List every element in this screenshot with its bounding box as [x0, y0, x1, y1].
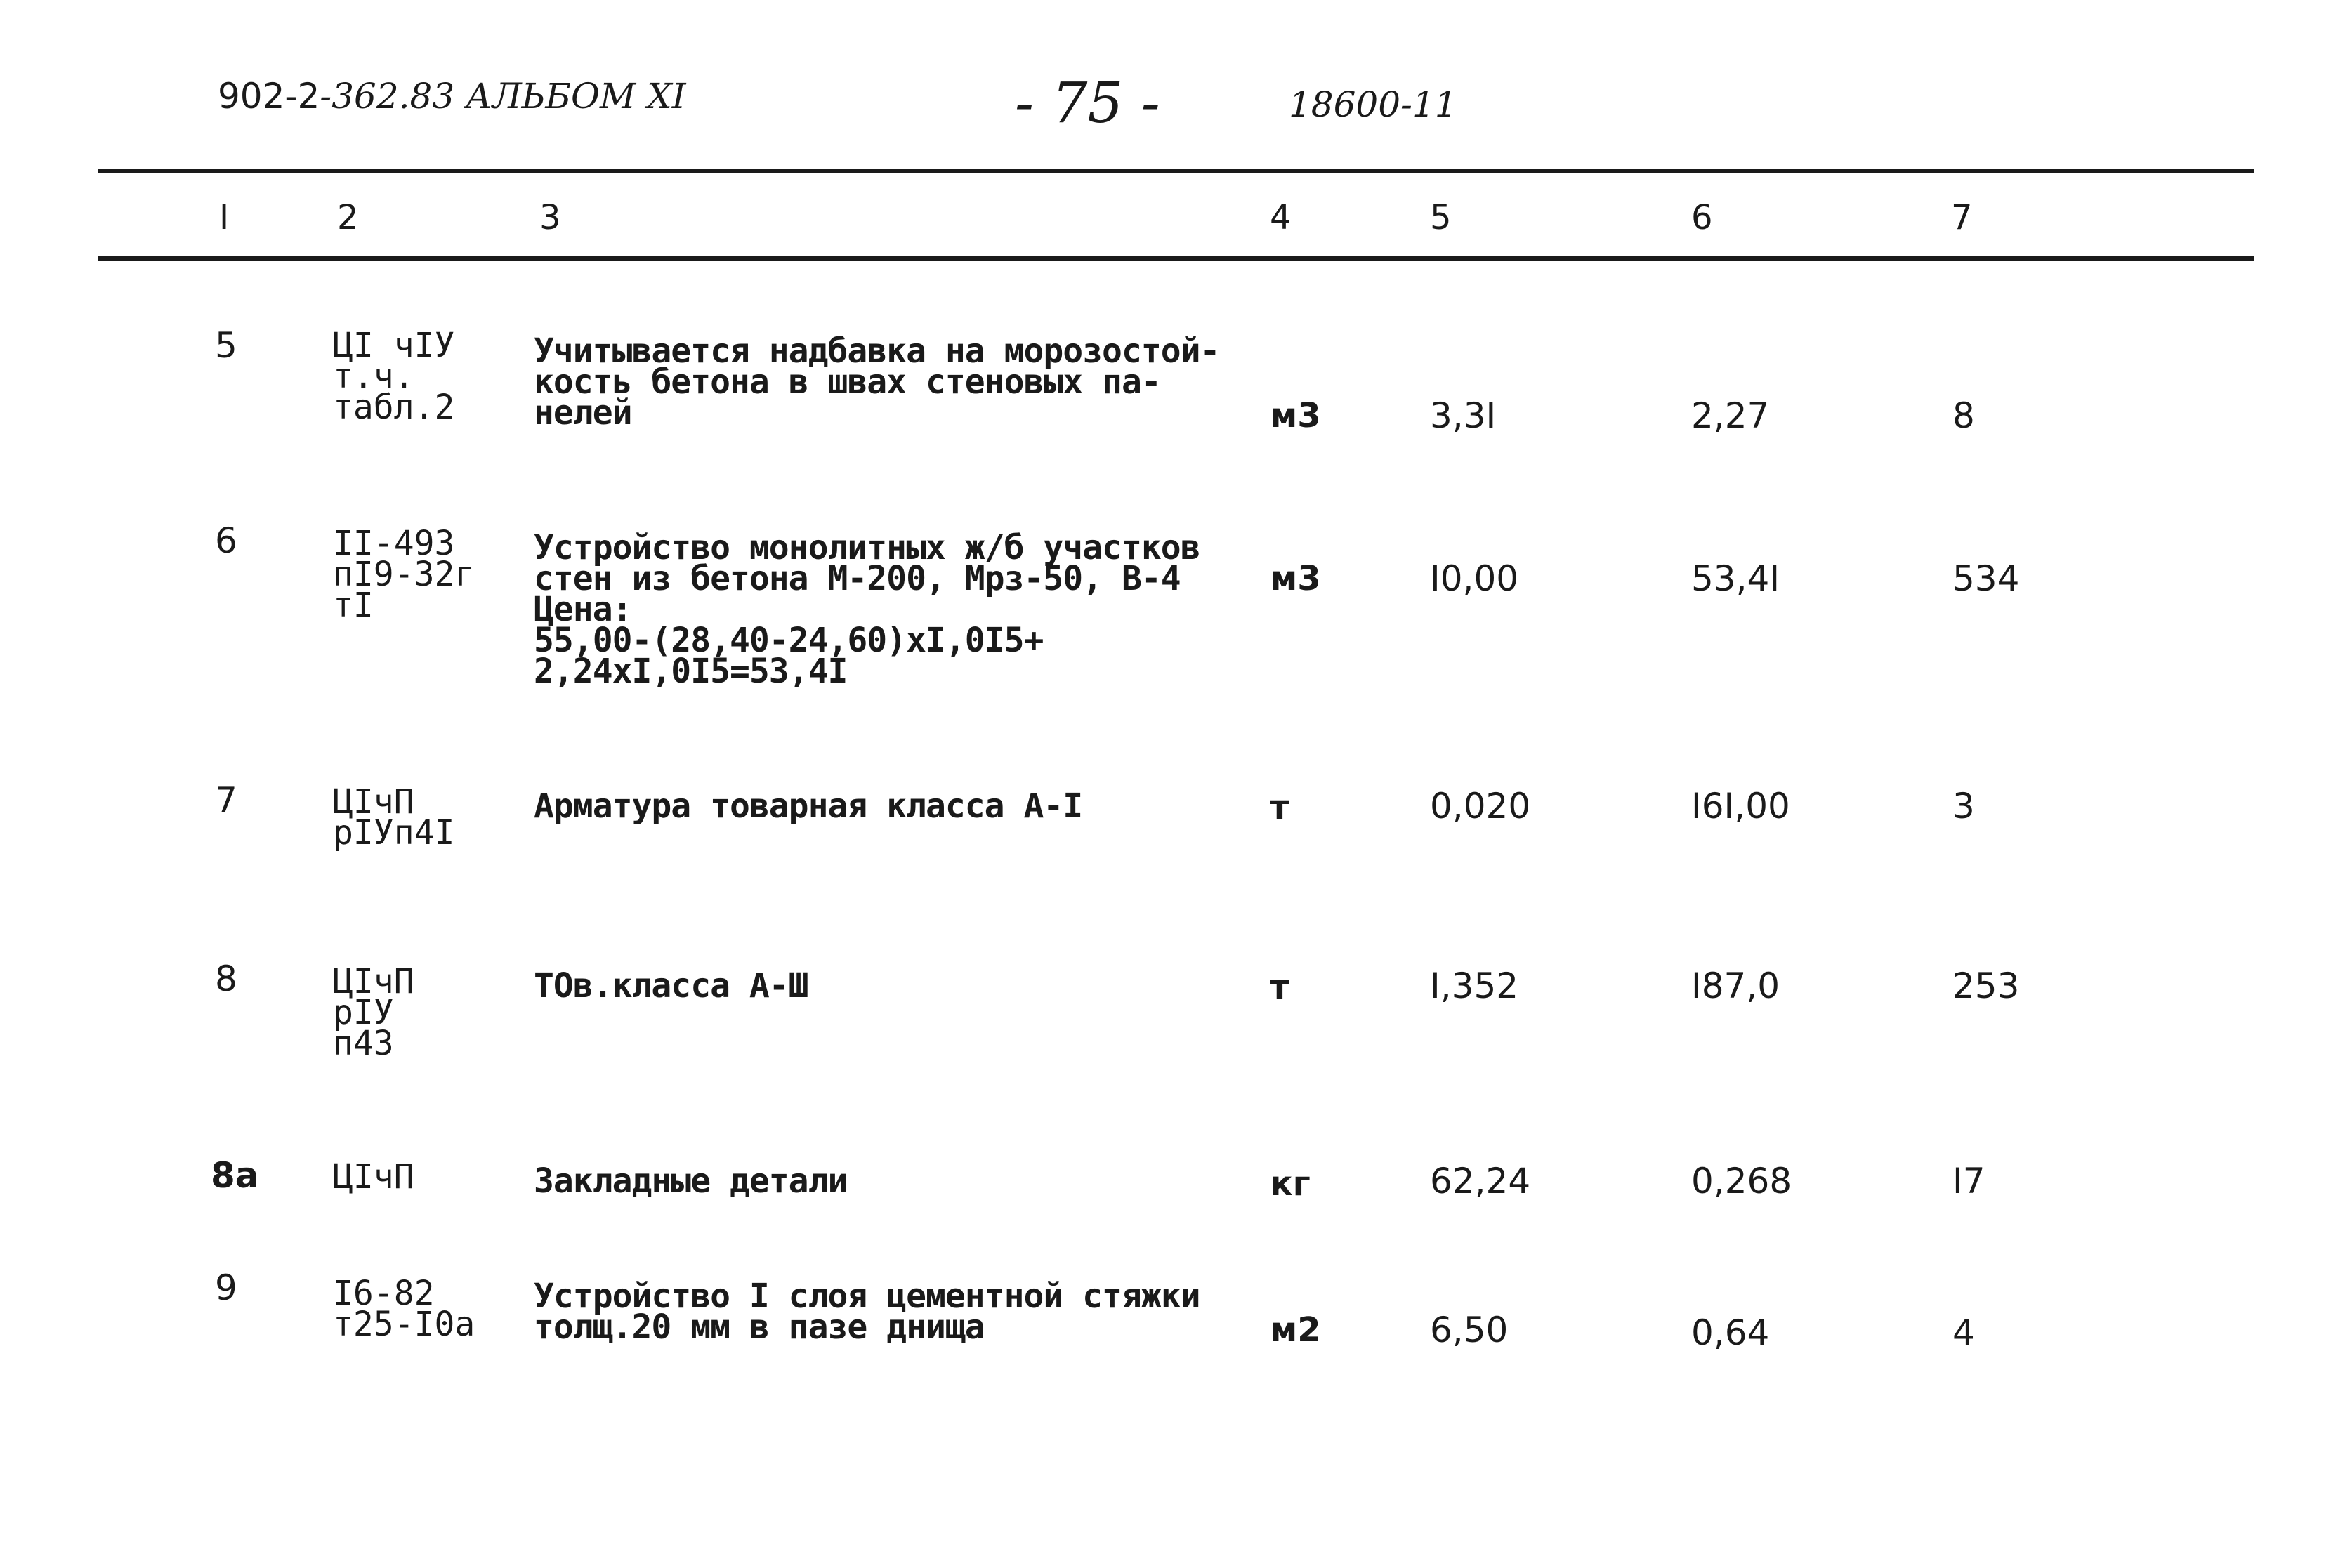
document-code-prefix: 902-2: [218, 76, 320, 117]
unit: кг: [1270, 1164, 1311, 1204]
unit-price: 0,268: [1691, 1161, 1792, 1201]
unit-price: I87,0: [1691, 966, 1780, 1006]
quantity: I0,00: [1430, 558, 1519, 599]
total-cost: I7: [1952, 1161, 1985, 1201]
row-number: 9: [215, 1267, 237, 1308]
work-description: Арматура товарная класса А-I: [534, 786, 1083, 826]
total-cost: 534: [1952, 558, 2020, 599]
unit-price: I6I,00: [1691, 786, 1790, 826]
rate-code: ЦI чIУ т.ч. табл.2: [333, 326, 455, 427]
rate-code: ЦIчП: [333, 1157, 414, 1197]
table-top-rule: [98, 169, 2254, 173]
document-code: [218, 76, 686, 117]
total-cost: 4: [1952, 1312, 1975, 1353]
quantity: I,352: [1430, 966, 1519, 1006]
unit: м3: [1270, 559, 1321, 598]
unit: т: [1270, 968, 1289, 1007]
column-header-2: 2: [337, 198, 359, 237]
row-number: 5: [215, 325, 237, 366]
column-header-3: 3: [539, 198, 561, 237]
work-description: Учитывается надбавка на морозостой- кость бетона в швах стеновых па- нелей: [534, 331, 1220, 433]
quantity: 6,50: [1430, 1310, 1509, 1350]
rate-code: ЦIчП рIУ п43: [333, 962, 414, 1063]
quantity: 0,020: [1430, 786, 1531, 826]
table-header-rule: [98, 256, 2254, 261]
album-handwritten: -362.83 АЛЬБОМ XI: [320, 76, 686, 117]
quantity: 62,24: [1430, 1161, 1531, 1201]
column-header-4: 4: [1270, 198, 1292, 237]
row-number: 8: [215, 958, 237, 999]
column-header-6: 6: [1691, 198, 1713, 237]
column-header-1: I: [219, 198, 230, 237]
unit-price: 53,4I: [1691, 558, 1780, 599]
rate-code: ЦIчП рIУп4I: [333, 782, 455, 852]
quantity: 3,3I: [1430, 395, 1497, 436]
unit-price: 0,64: [1691, 1312, 1770, 1353]
total-cost: 3: [1952, 786, 1975, 826]
rate-code: I6-82 т25-I0а: [333, 1274, 475, 1344]
row-number: 7: [215, 780, 237, 821]
column-header-7: 7: [1951, 198, 1973, 237]
work-description: ТОв.класса А-Ш: [534, 966, 808, 1006]
total-cost: 8: [1952, 395, 1975, 436]
column-header-5: 5: [1430, 198, 1452, 237]
document-number: 18600-11: [1289, 84, 1457, 125]
total-cost: 253: [1952, 966, 2020, 1006]
unit: т: [1270, 788, 1289, 827]
work-description: Устройство I слоя цементной стяжки толщ.20 мм в пазе днища: [534, 1277, 1200, 1347]
work-description: Закладные детали: [534, 1161, 848, 1201]
row-number: 8а: [211, 1155, 259, 1196]
unit-price: 2,27: [1691, 395, 1770, 436]
unit: м2: [1270, 1310, 1321, 1350]
work-description: Устройство монолитных ж/б участков стен из бетона М-200, Мрз-50, В-4 Цена: 55,00-(28,40-24,60)xI,0I5+ 2,24xI,0I5=53,4I: [534, 528, 1200, 691]
page-number: - 75 -: [1015, 70, 1160, 136]
rate-code: II-493 пI9-32г тI: [333, 524, 475, 625]
unit: м3: [1270, 396, 1321, 435]
row-number: 6: [215, 520, 237, 561]
